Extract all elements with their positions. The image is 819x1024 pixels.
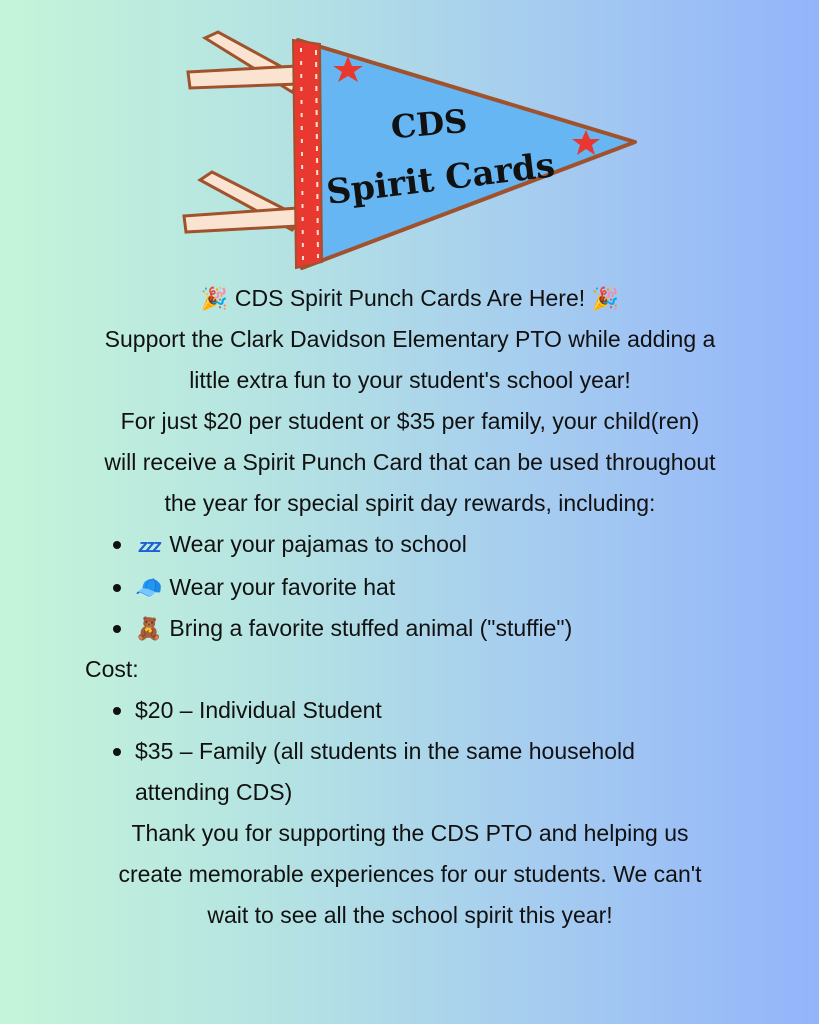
intro-line: Support the Clark Davidson Elementary PTO while adding a [104,326,716,352]
reward-text: Wear your pajamas to school [169,531,467,557]
closing-line: Thank you for supporting the CDS PTO and helping us [131,820,689,846]
closing-line: wait to see all the school spirit this year! [207,902,613,928]
offer-line: will receive a Spirit Punch Card that can be used throughout [104,449,716,475]
pennant-title-line2: Spirit Cards [324,145,558,213]
party-popper-icon: 🎉 [200,286,229,311]
list-item: $20 – Individual Student [135,690,750,731]
party-popper-icon: 🎉 [591,286,620,311]
closing [70,813,750,936]
reward-text: Bring a favorite stuffed animal ("stuffie") [169,615,573,641]
pennant-title-line1: CDS [389,101,469,147]
offer-line: For just $20 per student or $35 per family, your child(ren) [120,408,700,434]
intro [70,319,750,401]
pennant-sticks [184,32,302,232]
list-item [135,567,750,608]
cost-list [70,690,750,813]
offer-line: the year for special spirit day rewards, including: [164,490,656,516]
headline-text: CDS Spirit Punch Cards Are Here! [234,285,586,311]
zzz-icon: zzz [138,536,160,556]
cap-icon: 🧢 [135,575,163,600]
headline [70,278,750,319]
offer [70,401,750,524]
pennant-graphic [180,30,650,280]
list-item: $35 – Family (all students in the same household attending CDS) [135,731,695,813]
intro-line: little extra fun to your student's school year! [189,367,631,393]
list-item [135,524,750,567]
list-item [135,608,750,649]
flyer-content [70,278,750,936]
reward-text: Wear your favorite hat [169,574,396,600]
rewards-list [70,524,750,649]
cost-label: Cost: [85,656,139,682]
spirit-pennant [180,30,650,280]
closing-line: create memorable experiences for our students. We can't [118,861,702,887]
teddy-bear-icon: 🧸 [135,616,163,641]
